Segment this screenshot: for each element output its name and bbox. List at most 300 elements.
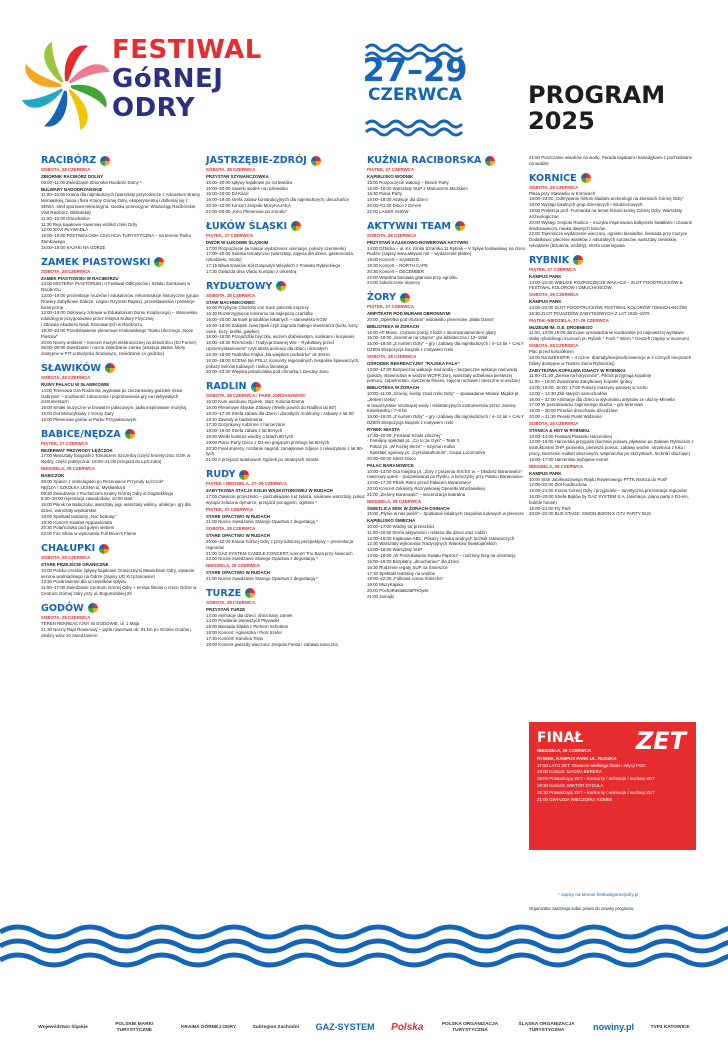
venue-title <box>41 155 201 166</box>
event-location: STARE OPACTWO W RUDACH <box>206 513 270 519</box>
event-item: 13:00–18:00 Warsztaty SUP <box>367 547 423 553</box>
venue-title <box>367 221 527 232</box>
event-item: 20:00–23:30 Wiejska potańcówka pod chmurką z DeeJay Jano <box>206 369 329 375</box>
event-day: PIĄTEK, 27 CZERWCA <box>41 440 89 446</box>
flower-icon <box>105 363 115 373</box>
event-item: 20:00–22:00 BUS STAGE: SIMON BIZON X GTV PARTY BUS <box>529 511 651 517</box>
event-item: 16:00–19:30 Rzemiosło i Tradycja Dawnej Wsi – Rydułtowy przed Uprzemysłowieniem” czyli strefa animacji dla dzieci i dorosłych <box>206 340 334 352</box>
event-item: 16:30 Rodzinne regaty SUP na Śmieszce <box>367 564 448 570</box>
program-column-1 <box>41 155 201 644</box>
venue-section <box>206 155 366 215</box>
event-item: 16:30–19:00 Teatralna Frajka „Na wiejskim podwórku” ok 30min <box>206 351 330 357</box>
event-item: 11:00 – 19:00 Zwiedzanie Zabytkowej Kopalni Ignacy <box>529 379 633 385</box>
event-item: 22:00 Nocne zwiedzanie Starego Opactwa z degustacją * <box>206 556 318 562</box>
event-item: 18:00 Wystąp lokalnych grup dziecięcych i młodzieżowych. <box>529 202 644 208</box>
date-month: CZERWCA <box>368 85 462 105</box>
event-location: PAŁAC BARANOWICE <box>367 462 414 468</box>
event-item: 15:00–20:00 DJ Karol <box>206 191 249 197</box>
venue-title-text: CHAŁUPKI <box>41 543 96 554</box>
event-item: 16:00 Przybycie Charlotty von Sack patronki imprezy <box>206 305 309 311</box>
event-location: KAMPUS PARK <box>529 470 562 476</box>
venue-section <box>41 155 201 251</box>
event-location: AMFITEATR POD MURAMI OBRONNYMI <box>367 311 451 317</box>
event-item: 13:00–19:00 prezentacje muzeów i edukatorów, rekonstrukcje historyczne (grupa Rowery Zabytkowe Zabrze, Legion Rzymski Rapax), przedstawienia i prelekcje historyczne <box>41 293 199 310</box>
event-item: 20:30 Potańcówka pod gołym niebem <box>41 525 115 531</box>
event-item: 09:30 Zwiedzanie z Puchaczem Krainy Górnej Odry w Dogtrekkingu <box>41 490 174 496</box>
event-location: DWÓR W ŁUKOWIE ŚLĄSKIM <box>206 239 269 245</box>
flower-icon <box>251 382 261 392</box>
event-item: 18:00–23:00 „Odkrywanie historii śladami archeologii na Ziemiach Górnej Odry” <box>529 196 684 202</box>
sponsor-bar <box>0 1006 728 1050</box>
event-item: 21:00 „Zielony Baranowic” – inscenizacja teatralna <box>367 491 466 497</box>
event-day: SOBOTA, 28 CZERWCA <box>41 374 91 380</box>
event-item: 11:30 Rejs kajakowo-rowerowy wzdłuż rzeki Odry <box>41 221 138 227</box>
festival-brand <box>112 36 262 123</box>
event-item: 10:00–14:00 Festiwal Piosenki Harcerskiej <box>529 433 612 439</box>
event-item: 18:30 Wielki konkurs wiedzy o latach 80-tych <box>206 434 294 439</box>
event-item: 19:30 Koncert – NORTH CAPE <box>367 262 428 268</box>
event-item: 15:00–19:00 Atrakcje dla dzieci <box>367 197 428 203</box>
venue-section <box>206 469 366 582</box>
event-item: 15:00 Biesiada śląska z Pietrem Schottem <box>206 624 289 630</box>
venue-title <box>529 173 694 184</box>
sponsor-logo: KRAINA GÓRNEJ ODRY <box>180 1024 237 1030</box>
event-location: ZAMEK PIASTOWSKI W RACIBORZU <box>41 275 119 281</box>
sponsor-logo: Polska <box>391 1022 424 1034</box>
event-item: 19:00 Piano Party Disco z DJ-em grającym przeboje lat 80-tych <box>206 439 330 445</box>
event-item: 15:00–18:00 „Ściemnie na Utopce” gra biblioteczna / 13–18lat <box>367 335 488 341</box>
event-day: NIEDZIELA, 29 CZERWCA <box>529 463 584 469</box>
flower-icon <box>245 588 255 598</box>
flower-icon <box>154 257 164 267</box>
event-item: 12:00 – 14:30 Złot starych samochodów <box>529 390 607 396</box>
flower-icon <box>581 173 591 183</box>
event-item: 17:00 Otwarcie przeszłości – poszukiwanie rud żelaza, naukowe warsztaty, pokaz wytopu żelaza w dymarce, przejazd pociągiem, ognisko * <box>206 493 365 505</box>
event-item: 22:00 Fire Show w wykonaniu Full Moon’s Flame <box>41 531 137 537</box>
event-item: 17:00–20:00 Stoiska tematyczne (warsztaty, zajęcia dla dzieci, gastronomia, rękodzieło, miody) <box>206 251 355 263</box>
event-item: 16:00–20:00 Jarmark produktów lokalnych + stanowisko KGW <box>206 317 327 322</box>
event-location: KAMPUS PARK <box>529 299 562 305</box>
event-location: BABICZOK <box>41 473 65 479</box>
venue-title <box>41 603 201 614</box>
event-item: 21:00 II przejazd autobusem Ogórek po atrakcjach miasta <box>206 457 319 463</box>
venue-section <box>367 155 527 215</box>
event-item: 17:30 Spektakl teatralny na wodzie <box>367 570 436 576</box>
event-item: 13:00–19:00 Odkrywcy zdrowia w Edukatorium Domu Książęcego) – stanowisko edukacyjne przygotowane przez Instytut Kultury Fizycznej <box>41 310 198 322</box>
radio-zet-logo: ZET <box>635 727 686 755</box>
final-item: 21:00 GWIAZDA WIECZORU: KOMBII <box>537 796 613 802</box>
venue-title-text: TURZE <box>206 587 242 599</box>
event-item: 19:30 Koncert Kwartet Appassionata <box>41 519 113 525</box>
event-item: 15:00 Kurs autobusu Ogórek, start: Kolonia Emma <box>206 399 305 405</box>
event-item: 19:30–24:00 Przedstawienie plenerowe Krakowskiego Teatru Ulicznego „Noce Piastów” <box>41 327 194 339</box>
event-item: 24:00 zakończenie imprezy <box>367 280 421 286</box>
final-item: 19:00 Prowadzący ZET – konkursy / animacje / suchary ZET <box>537 776 655 782</box>
event-item: 15:00 „Płynie w nas pieśń” – Spotkanie lokalnych zespołów ludowych w plenerze <box>367 511 524 517</box>
event-item: 10:00 Start Jubileuszowego Rajdu Rowerowego PTTK Ramza do Pusl* <box>529 476 668 482</box>
venue-title <box>206 155 366 166</box>
program-title <box>528 82 665 134</box>
venue-title-text: ŁUKÓW ŚLĄSKI <box>206 220 288 232</box>
event-item: 8:30–10:00 rejestracja zawodników, 10:00 start <box>41 496 133 502</box>
program-year: 2025 <box>528 107 595 135</box>
event-item: 11:00–21:30 „Ziemia na horyzoncie”, Piknot przyjmują kopalnię <box>529 373 652 379</box>
event-item: w towarzystwie szumiącej wody i relaksacyjnych instrumentów przez Joannę Kisielewską / 7–9 lat <box>367 402 516 414</box>
event-item: 15:00 Dot Motocyklowy z Sosny Dary <box>41 411 114 416</box>
flower-icon <box>239 470 249 480</box>
event-item: 14:00–19:00 „W Poszukiwaniu Kwiatu Paproci” – rodzinny bieg na orientację <box>367 553 516 559</box>
venue-section <box>529 173 694 249</box>
event-item: 10:00–11:00 „Szumy, świsty znad rzeki Odry” – opowiadanie Melanii Migdoł pt. „Jestem rzeką” <box>367 390 520 402</box>
event-item: 15:00–21:00 Fly Park <box>529 505 571 511</box>
event-day: PIĄTEK, 27 CZERWCA <box>206 506 254 512</box>
venue-section <box>206 381 366 463</box>
event-day: PIĄTEK, 27 CZERWCA <box>367 167 415 172</box>
event-day: NIEDZIELA, 29 CZERWCA <box>367 498 422 504</box>
event-item: 11:00–15:00 Dmuchańce <box>41 215 90 221</box>
event-item: 15:00–20:00 rowerki wodne na rozlewisku <box>206 185 288 191</box>
event-item: 22:00–00:00 „Kino Plenerowe po zmroku” <box>206 208 288 214</box>
event-item: 22:00 LASER SHOW <box>367 208 409 214</box>
event-item: 12:30 Warsztaty wykonania Tradycyjnych Wianków Świętojańskich <box>367 541 497 547</box>
event-day: SOBOTA, 28 CZERWCA <box>41 555 91 560</box>
event-item: TEREN REKREACYJNY W GODOWIE, ul. 1 Maja <box>41 620 140 626</box>
event-day: SOBOTA, 28 CZERWCA <box>206 526 256 532</box>
event-item: 20:00 PochoRastaBotaPROjekt <box>367 587 429 593</box>
venue-title <box>206 221 366 232</box>
venue-title <box>367 292 527 303</box>
final-place: RYBNIK, KAMPUS PARK UL. RUDZKA <box>537 755 617 761</box>
event-item: 08:00 Spacer z ornitologiem po Rezerwacie Przyrody Łężczok* <box>41 478 164 484</box>
event-item: 15:00 Rozpoczęcie wakacji – Beach Party <box>367 179 449 185</box>
final-item: 20:30 Prowadzący ZET – konkursy / animacje / suchary ZET <box>537 789 655 795</box>
event-item: 10:00 Polsko-czeskie spływy kajakowe Granicznymi Meandrami Odry, otwarcie sezonu wodniackiego na Odrze (zapisy UG Krzyżanowice) <box>41 567 195 579</box>
event-item: 14:00–22:00 ZLOT FOODTRUCKÓW, FESTIWAL KOLORÓW I DMUCHAŃCÓW <box>529 305 688 310</box>
venue-title-text: RYBNIK <box>529 254 570 266</box>
venue-title-text: KUŹNIA RACIBORSKA <box>367 155 482 166</box>
event-location: PRZYSTAŃ TURZE <box>206 606 246 612</box>
event-day: SOBOTA, 28 CZERWCA <box>529 343 579 349</box>
final-item: 17:50 LATO ZET: Otwarcie wielkiego finału i edycji FGO <box>537 762 646 768</box>
brand-line-1: FESTIWAL <box>112 35 262 65</box>
venue-section <box>529 255 694 517</box>
event-item: 13:30 Pozdrowienie dla uczestników spływu <box>41 579 127 585</box>
event-location: KAMPUS PARK <box>529 273 562 279</box>
event-location: BULWARY NADODRZAŃSKIE <box>41 186 103 192</box>
event-item: 21:30 Nocny Rajd Rowerowy – pętla rowerowa ok. 31 km po Gminie Godów i okolicy wraz ze zwiedzaniem. <box>41 626 192 638</box>
program-column-4 <box>529 155 694 523</box>
sponsor-logo: POLSKA ORGANIZACJA TURYSTYCZNA <box>441 1021 499 1033</box>
event-day: PIĄTEK–NIEDZIELA, 27–29 CZERWCA <box>529 317 609 323</box>
sponsor-logo: Subregion Zachodni <box>252 1024 299 1030</box>
event-item: 17:30–20:00 „Festiwal Sztuki Ulicznej” <box>367 432 442 438</box>
event-item: 17:30 Koncert: Karolina Trela <box>206 635 263 641</box>
venue-title-text: RUDY <box>206 469 236 481</box>
event-item: 16:00–17:00 Harcerskie wybijanie monet <box>529 456 609 462</box>
signup-note: * zapisy na stronie festiwalgornejodry.pl <box>558 892 639 897</box>
event-item: 20:00 „Operetka pod murami” widowisko plenerowe „Biała Dama” <box>367 317 495 322</box>
venue-title <box>367 155 527 166</box>
event-day: SOBOTA, 28 CZERWCA <box>529 292 579 298</box>
venue-title <box>206 588 366 599</box>
venue-title-text: ZAMEK PIASTOWSKI <box>41 256 151 268</box>
flower-icon <box>276 281 286 291</box>
venue-title-text: JASTRZĘBIE-ZDRÓJ <box>206 155 307 166</box>
final-day: NIEDZIELA, 29 CZERWCA <box>537 748 592 753</box>
event-day: SOBOTA, 28 CZERWCA <box>41 268 91 274</box>
sponsor-logo: ŚLĄSKA ORGANIZACJA TURYSTYCZNA <box>518 1021 575 1033</box>
event-day: NIEDZIELA, 29 CZERWCA <box>206 563 261 569</box>
event-item: 19:00 MuzyKajaka <box>367 582 404 588</box>
venue-title <box>41 257 201 268</box>
event-location: STARE OPACTWO W RUDACH <box>206 570 270 576</box>
venue-title-text: GODÓW <box>41 602 84 614</box>
event-day: PIĄTEK I NIEDZIELA, 27–29 CZERWCA <box>206 481 288 487</box>
event-item: 10:00–17:00 Wodny tor przeszkód <box>367 524 434 529</box>
event-item: 16:00 – 22:00 Animacje dla dzieci w wykonaniu artystów ze ułużny-Mimella <box>529 396 675 402</box>
event-day: NIEDZIELA, 29 CZERWCA <box>41 466 96 472</box>
event-item: 15:00–19:00 „Z nurtem Odry” – gry i zabawy dla najmłodszych / 4–13 lat + CAŁY DZIEŃ Ekspozycja książek z motywem rzeki <box>367 341 524 353</box>
event-item: 21:00 Nocne zwiedzanie Starego Opactwa z degustacją * <box>206 576 318 581</box>
event-location: ZABYTKOWA KOPALNIA IGNACY W RYBNIKU <box>529 367 626 373</box>
event-item: 11:00–15:00 Kraina dla najmłodszych (warsztaty przyrodnicze z Arboretum Bramy Morawskiej, fauna i flora Krainy Górnej Odry, eksperymentuj i dotleniaj się z SDWA, stref sportowo-rekreacyjna, stoiska promocyjne: Wodociągi Racibórskie, Visit Racibórz, Biblioteka) <box>41 192 201 215</box>
event-item: 12:00–22:00 Zlot foodtrucków <box>529 482 587 488</box>
event-day: PIĄTEK, 27 CZERWCA <box>367 304 415 310</box>
event-item: 18:00–19:00 Strefa zabaw z lat 80-tych <box>206 428 283 434</box>
venue-section <box>41 257 201 357</box>
event-item: 18:00 Koncert gwiazdy wieczoru: Zespołu Fiesta i zabawa taneczna <box>206 641 338 647</box>
venue-section <box>41 603 201 638</box>
venue-section <box>41 543 201 597</box>
event-item: 16:30 ZLOT POJAZDÓW ZABYTKOWYCH Z LAT 1932–1979 <box>529 310 650 316</box>
event-location: RYNEK MIASTA <box>367 426 400 432</box>
flower-icon <box>455 221 465 231</box>
event-item: 15:00–18:00 Warsztaty SUP z Mariuszem Miczkiem <box>367 185 468 191</box>
event-location: STARE PRZEJŚCIE GRANICZNE <box>41 562 109 567</box>
event-item: 14:00–22:00 WIELKIE ROZPOCZĘCIE WAKACJI – ZLOT FOODTRUCKÓW & FESTIWAL KOLORÓW I DMUCHAŃCÓW <box>529 279 683 291</box>
event-item: 11:00–18:30 Strefa aktywności i relaksu dla dzieci oraz rodzin <box>367 529 487 535</box>
event-item: 16:00 AF Music, czytanie poezji z łodzi z akompaniamentem gitary <box>367 329 497 335</box>
brand-line-3: ODRY <box>112 93 196 123</box>
event-location: KĄPIELISKO WODNIK <box>367 174 414 179</box>
event-day: SOBOTA, 28 CZERWCA <box>41 167 91 172</box>
event-location: STAW MACHNIKOWIEC <box>206 299 256 305</box>
flower-icon <box>311 156 321 166</box>
event-item: 15:00–19:00 „Z nurtem Odry” – gry i zabawy dla najmłodszych / 4–13 lat + CAŁY DZIEŃ Ekspozycja książek z motywem rzeki <box>367 414 524 425</box>
sponsor-logo: Województwo Śląskie <box>38 1024 88 1030</box>
event-day: SOBOTA, 28 CZERWCA <box>529 420 579 426</box>
flower-icon <box>291 221 301 231</box>
venue-title-text: ŻORY <box>367 292 396 304</box>
venue-section <box>41 363 201 423</box>
venue-title <box>41 543 201 554</box>
venue-title-text: BABICE/NĘDZA <box>41 428 121 440</box>
flower-icon <box>88 603 98 613</box>
event-item: 21:00 Nocne zwiedzanie Starego Opactwa z degustacją * <box>206 519 318 525</box>
event-item: 16:00 – 20:00 Pirackie dmuchanie dżezdżane <box>529 408 618 414</box>
event-item: · Spektakl ogniowy pt. „Cyrkolakultorium”, Grupa Locomotiva <box>367 450 486 456</box>
flower-icon <box>99 544 109 554</box>
event-item: 21:00 GAZ SYSTEM CANDLE CONCERT, koncert Trio Bara przy świecach <box>206 550 353 556</box>
event-item: 19:00–22:00 „Folkowa scena Śmiecha”. <box>367 576 445 582</box>
flower-icon <box>125 429 135 439</box>
event-day: PIĄTEK, 27 CZERWCA <box>206 232 254 238</box>
event-item: NĘDZA / SZKÓŁKA LEŚNA ul. Myśliwska 6 <box>41 484 126 490</box>
venue-section <box>206 221 366 275</box>
event-location: BIBLIOTEKA W ŻORACH <box>367 323 420 329</box>
flower-icon <box>573 255 583 265</box>
event-item: 14:00 Animacje dla dzieci, dmuchany zamek <box>206 612 293 618</box>
event-item: 11:00–17:00 Zwiedzanie Centrum Górnej Odry + emisja filmów o rzece Odrze w Centrum Górnej Odry przy ul. Bogumińskiej 25 <box>41 585 197 597</box>
venue-section <box>41 429 201 537</box>
event-item: 21:50 Puszczanie wianków na wodę. Parada kajakami i kanadyjkami z pochodniami na wodzie <box>529 155 693 166</box>
event-item: 08:00–00:00 Zwiedzanie i nocne zwiedzanie zamku (atrakcja płatna, bilety dostępne w PIT w Budynku Środowym, zwiedzanie co godzinę) <box>41 345 186 357</box>
event-item: 20:00–00:00 Silent Disco <box>367 455 416 461</box>
event-location: MUZEUM IM. O.E. DROBNEGO <box>529 324 593 330</box>
event-item: 13:00–17:30 Piknik Retro przed Pałacem Baranowice <box>367 480 471 486</box>
event-item: 16:00–19:00 Przejażdżki bryczką, wozem drabiniastym, konikami i kucykami <box>206 334 355 340</box>
event-item: i Zdrowia Akademii Nauk Stosowanych w Raciborzu, <box>41 322 144 328</box>
event-item: 22:00 Tajemnicze wydarzenie wieczoru, ognisko biesiadne, biesiada przy muzyce <box>529 231 688 237</box>
program-column-3 <box>367 155 527 606</box>
flower-icon <box>485 156 495 166</box>
event-item: 15:00 Smaki muzyczne w browarze pałacowym, jadła inspirowane muzyką <box>41 405 186 411</box>
event-item: · Pokaz pt. „W Kozłej Skrze” – Szymon Kulka <box>367 444 455 450</box>
final-item: 19:30 Koncert: WIKTOR DYDUŁA <box>537 783 604 789</box>
sponsor-logo: nowiny.pl <box>593 1022 634 1033</box>
final-title: FINAŁ <box>537 730 584 746</box>
event-location: KĄPIELISKO ŚMIECHA <box>367 518 416 524</box>
event-item: 12:00 XXVI PŁYWADŁA <box>41 227 89 233</box>
event-item: 11:00, 13:00 15:00 darmowe oprowadzanie kuratorskie po najnowszej wystawie stałej rybnickiego muzeum pt. Rybnik * Foch * Intern * Geszeft (zapisy w muzeum) <box>529 330 690 342</box>
festival-dates <box>360 34 470 104</box>
event-day: SOBOTA, 28 CZERWCA <box>206 167 256 172</box>
event-location: ŚWIETLICA MOK W ŻORACH-OSINACH <box>367 505 450 511</box>
event-item: 20:00 Koncert Orkiestry Rozrywkowej Operetki Wrocławskiej <box>367 485 485 491</box>
event-location: ZABYTKOWA STACJA KOLEI WĄSKOTOROWEJ W RUDACH <box>206 488 333 494</box>
sponsor-logo: TVP3 KATOWICE <box>650 1024 690 1030</box>
event-item: 17:00 Rozpoczęcie (w trakcie wydarzenia: animacje, pokazy szermierki) <box>206 245 346 251</box>
event-item: 16:30 Piana Party <box>367 191 402 197</box>
event-item: 17:00 W poszukiwaniu zaginionego skarbu – gra terenowa <box>529 402 643 408</box>
program-column-2 <box>206 155 366 654</box>
venue-title-text: AKTYWNI TEAM <box>367 220 451 232</box>
event-item: 16:00–18:00 Zakątek zwierzątek czyli zagroda małego inwentarza (kurki, kozy, owce, kozy, króliki, gołębie) <box>206 322 359 334</box>
event-item: 14:00 Powitanie pierwszych Pływadeł <box>206 618 279 624</box>
event-day: SOBOTA, 28 CZERWCA <box>206 292 256 298</box>
event-location: PRZYSTAŃ SZYMAŃCZOWKA <box>206 174 269 179</box>
venue-section <box>529 155 694 167</box>
date-days: 27–29 <box>362 51 468 89</box>
event-item: 18:40 Zawody w badmintona <box>206 416 263 422</box>
event-location: STANICA & HOT W RYBNIKU <box>529 427 590 433</box>
event-item: 16:00 Plenerowe Śląskie Zabawy (Wielki powrót do Radlina lat 80’) <box>206 404 337 410</box>
event-location: PRZYSTAŃ KAJAKOWO-ROWEROWA AKTYWNI <box>367 239 468 245</box>
event-location: BIBLIOTEKA W ŻORACH <box>367 385 420 391</box>
event-item: 20:00–01:00 Disco z DJ-em <box>367 203 422 209</box>
event-item: 22:00 Wspólna biesiada gitarowa przy ognisku <box>367 274 458 280</box>
event-item: 15:00–20:00 spływy kajakowe po rozlewisku <box>206 179 293 185</box>
event-item: Plaża przy Stawiarku w Kornicach <box>529 190 596 196</box>
event-item: 10:00–13:00 Gra miejska pt. „Żory z prażenia XIX/XX w. – Gładosz Baranowice” rowerowy quest – poszukiwania po Rynku, a kończymy przy Pałacu Baranowice <box>367 468 523 480</box>
event-item: Plac przed kościółkiem <box>529 349 574 355</box>
event-day: SOBOTA, 28 CZERWCA <box>529 184 579 190</box>
event-item: 15:00–20:00 Strefa Bajtów by GAZ SYSTEM S.A. (animacje, piano party z DJ-em, bubble house) <box>529 493 689 505</box>
event-item: 17:15 Bitwa smaków Kół Gospodyń Wiejskich z Powiatu Rybnickiego <box>206 262 341 268</box>
sponsor-logo: POLSKIE MARKI TURYSTYCZNE <box>115 1021 154 1033</box>
bottom-waves <box>0 920 728 980</box>
venue-title <box>206 381 366 392</box>
event-item: 16:00 Plenerowe granie w Parku Przypałacowym <box>41 416 137 422</box>
event-day: SOBOTA, 28 CZERWCA <box>367 353 417 359</box>
event-item: 18:00 Prelekcja prof. Furmanka na temat historii krainy Górnej Odry. Warsztaty archeologiczne <box>529 208 682 219</box>
event-item: 20:20 Finał imprezy, rozdanie nagród, zamiętkowe zdjęcie z rekwizytami z lat 80-tych <box>206 445 364 457</box>
venue-title-text: RYDUŁTOWY <box>206 280 273 292</box>
venue-title-text: SŁAWIKÓW <box>41 362 101 374</box>
event-item: 18:00 Koncert – SĄSIEDZI <box>367 257 420 263</box>
venue-title-text: RADLIN <box>206 381 247 393</box>
event-item: 13:00 MISTERIA PIASTORUM i II Festiwal Odkrywców i Szlaku Zamkowej w Raciborzu <box>41 281 191 293</box>
event-item: 14:00 Dźbicka – ul. Ks. Emila Szramka 11 Rybnik – V Spływ festiwalowy na rzece Rudzie (zapisy www.aktywni.net – wydarzenie płatne) <box>367 245 526 257</box>
event-item: 20:00 Występ zespołu Rustico – muzyka inspirowana bałtyckimi światłami i czasami średniowiecza, nauka dawnych tańców <box>529 219 692 231</box>
event-item: 21:00 Jamajki <box>367 593 395 599</box>
event-item: 12:00–15:00 Kajakowe ABC, Pokazy i nauka wodnych technik ratowniczych <box>367 535 515 541</box>
event-location: STARE OPACTWO W RUDACH <box>206 533 270 539</box>
event-item: 18:20–17:30 Strefa zabaw dla dzieci i dorosłych. Konkursy i zabawy z lat 80’ <box>206 410 355 416</box>
event-item: 15:00–19:00 FESTIWALOWA CIUCHCIA TURYSTYCZNA – na terenie Parku Zamkowego <box>41 233 192 244</box>
event-item: 16:00 Koncert: Agnieszka i Piotr Szefer <box>206 630 283 636</box>
event-item: 18:00 Spektakl teatralny „Noc bębniąc” <box>41 513 117 519</box>
venue-title <box>206 469 366 480</box>
event-item: 20:00 Nocny ambient – koncert muzyki elektronicznej na dziedzińcu (DJ Furrier) <box>41 339 197 345</box>
organizer-note: Organizator zastrzega sobie prawo do zmiany programu. <box>529 906 635 911</box>
venue-title <box>41 363 201 374</box>
event-location: RUINY PAŁACU W SŁAWIKOWIE <box>41 381 110 387</box>
event-day: SOBOTA, 28 CZERWCA / PARK JORDANOWSKI <box>206 393 306 399</box>
event-item: · Familijny spektakl pt. „Co to za rzyki” – Teatr 0 <box>367 438 460 444</box>
event-item: Dodatkowo: plecenie wianków z naturalnych surowców, warsztaty zielarskie, rękodzieło (biżuteria, ozdoby), strefa cateringowa <box>529 237 678 248</box>
sponsor-logo: GAZ-SYSTEM <box>315 1022 375 1033</box>
event-item: 09:00–11:00 Zwiedzanie Zbiornika Racibórz Dolny * <box>41 179 142 185</box>
event-location: ZBIORNIK RACIBÓRZ DOLNY <box>41 174 104 179</box>
venue-section <box>206 281 366 376</box>
venue-title <box>41 429 201 440</box>
event-item: 15:00–18:00 Bezpłatny „dmuchaniec” dla dzieci <box>367 558 460 564</box>
event-day: SOBOTA, 28 CZERWCA <box>41 614 91 620</box>
event-item: 17:00 Warsztaty fotografii z Tomaszem Szczerbą (część teoretyczna: GOK w Nędzy, część praktyczna: 18:00–21:00 przejazd do Łężczoka) <box>41 453 191 465</box>
flower-icon <box>100 156 110 166</box>
event-day: SOBOTA, 28 CZERWCA <box>367 232 417 238</box>
event-item: 12:00–16:00 Harcerska przygoda (kuchnia polowa, pływanie po Zalewie Rybnickim z instruktorami ZHP, pionierka, pierwsza pomoc, zabawy wodne, strzelnica z łuku i procy, tworzenie makiet obozowych, wspinaczka po skrzynkach, techniki obozowe) <box>529 439 694 457</box>
venue-section <box>367 221 527 287</box>
venue-title <box>529 255 694 266</box>
event-item: 15:00–21:00 Kraina Górnej Odry i przyjaciele – turystyczna prezentacja regionów <box>529 488 687 494</box>
venue-title-text: KORNICE <box>529 172 577 184</box>
event-item: 16:30 Rozstrzygnięcie konkursu na najlepszą czarlotkę <box>206 311 313 317</box>
event-item: 20:00 – 21:30 Pesski Punkt Widzenia <box>529 414 602 419</box>
event-day: PIĄTEK, 27 CZERWCA <box>529 266 577 272</box>
venue-title-text: RACIBÓRZ <box>41 155 97 166</box>
event-item: 20:30–22:00 koncert zespołu MuzyKAJAKA <box>206 203 291 209</box>
venue-section <box>206 588 366 648</box>
event-day: SOBOTA, 28 CZERWCA <box>206 599 256 605</box>
event-item: 14:00 Terenowa Gra Rodzinna „wyprawa po zaczarowany gwizdek misia Gabrysia” – możliwość zobaczenia i poprobowania gry na niebywałych instrumentach <box>41 387 182 405</box>
final-item: 18:00 Koncert: MAGDA BERERA <box>537 769 602 775</box>
venue-title <box>206 281 366 292</box>
event-item: 16:00 Piknik na Babiczoku: warsztaty jogi, warsztaty wikliny, atrakcje i gry dla dzieci, warsztaty wędkarskie <box>41 502 191 513</box>
program-word: PROGRAM <box>528 81 666 109</box>
brand-line-2: GóRNEJ <box>112 64 224 94</box>
